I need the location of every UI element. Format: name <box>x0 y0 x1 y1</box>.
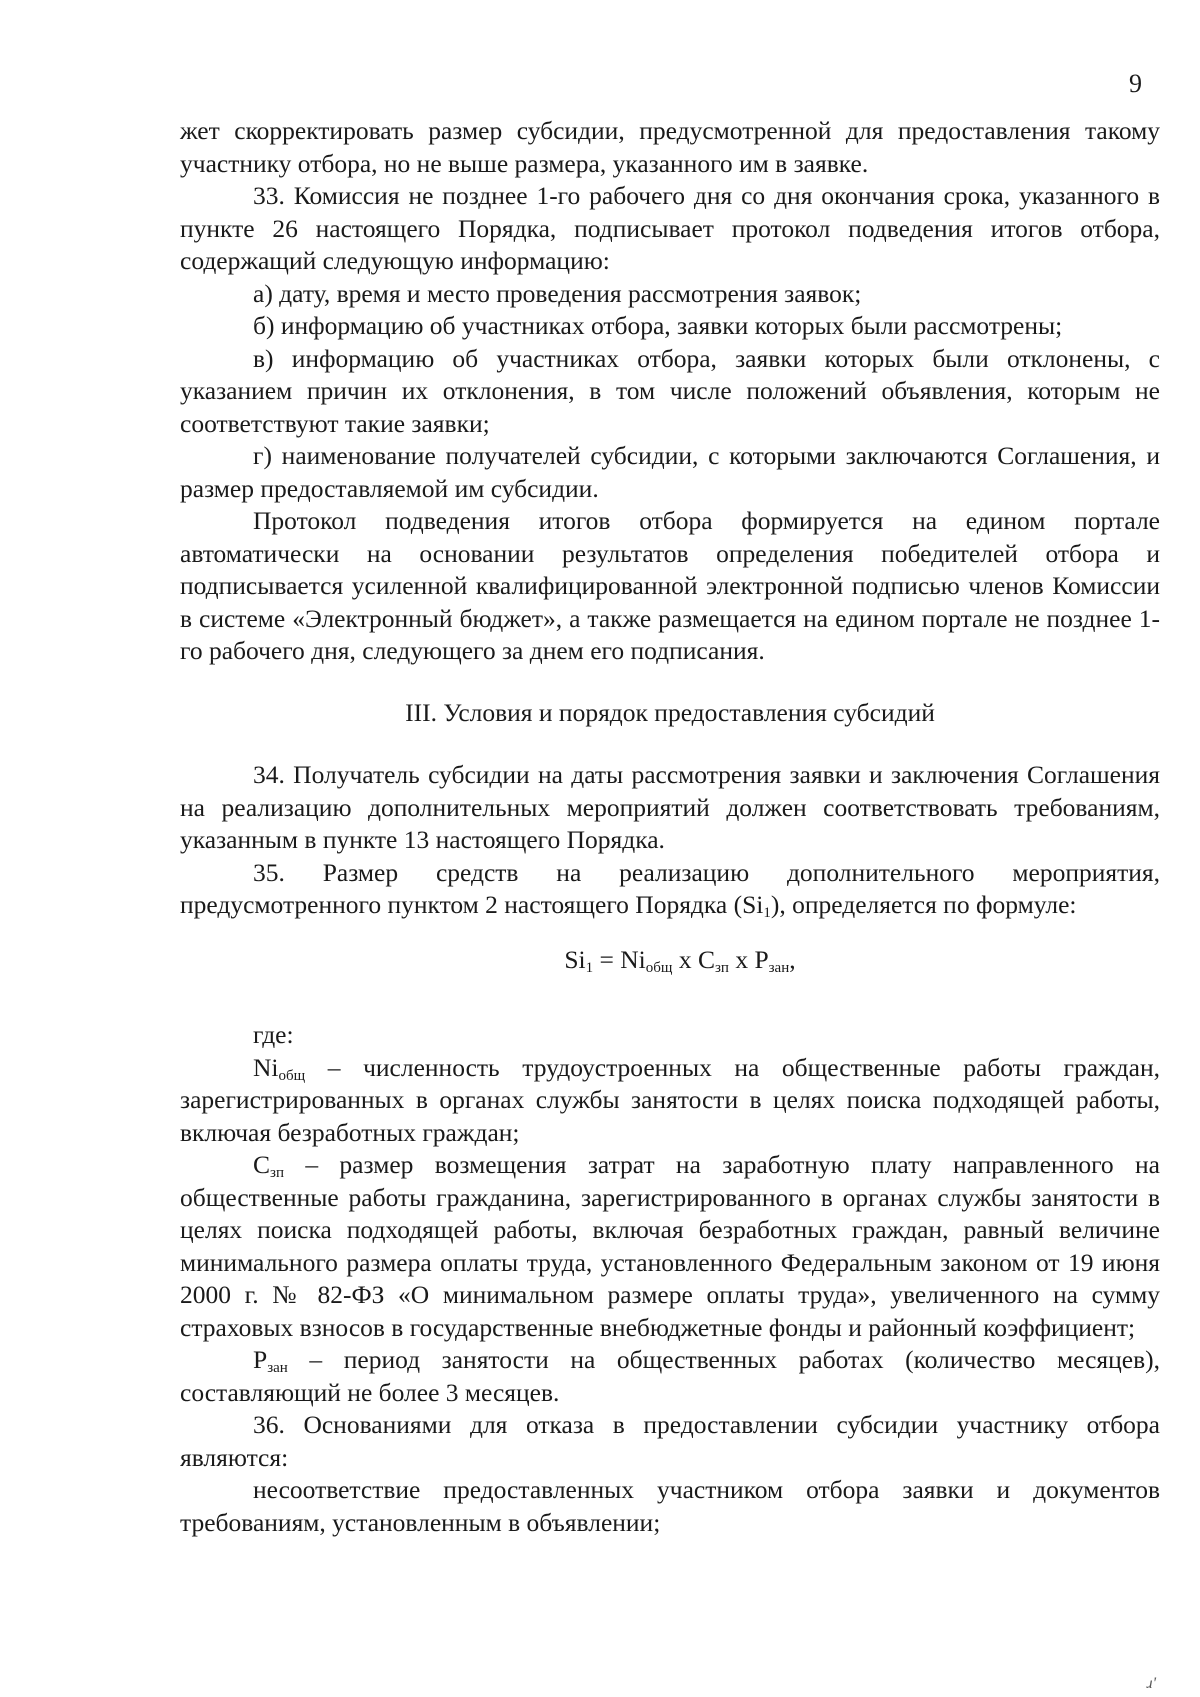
paragraph-refusal-ground: несоответствие предоставленных участником отбора заявки и документов требованиям, установленным в объявлении; <box>180 1475 1160 1537</box>
definition-ni <box>180 1052 1160 1150</box>
list-item-v: в) информацию об участниках отбора, заявки которых были отклонены, с указанием причин их отклонения, в том числе положений объявления, которым не соответствуют такие заявки; <box>180 343 1160 438</box>
definition-c-text: – размер возмещения затрат на заработную плату направленного на общественные работы гражданина, зарегистрированного в органах службы занятости в целях поиска подходящей работы, включая безработных граждан, равный величине минимального размера оплаты труда, установленного Федеральным законом от 19 июня 2000 г. № 82-ФЗ «О минимальном размере оплаты труда», увеличенного на сумму страховых взносов в государственные внебюджетные фонды и районный коэффициент; <box>180 1150 1160 1342</box>
definition-p <box>180 1344 1160 1409</box>
formula <box>180 944 1160 977</box>
document-body <box>180 115 1160 1539</box>
paragraph-protocol: Протокол подведения итогов отбора формируется на едином портале автоматически на основании результатов определения победителей отбора и подписывается усиленной квалифицированной электронной подписью членов Комиссии в системе «Электронный бюджет», а также размещается на едином портале не позднее 1-го рабочего дня, следующего за днем его подписания. <box>180 506 1160 665</box>
paragraph-34: 34. Получатель субсидии на даты рассмотрения заявки и заключения Соглашения на реализацию дополнительных мероприятий должен соответствовать требованиям, указанным в пункте 13 настоящего Порядка. <box>180 760 1160 854</box>
page-number: 9 <box>1129 69 1142 98</box>
paragraph-36: 36. Основаниями для отказа в предоставлении субсидии участнику отбора являются: <box>180 1410 1160 1472</box>
paragraph-35-subscript: 1 <box>763 905 771 921</box>
definition-ni-text: – численность трудоустроенных на общественные работы граждан, зарегистрированных в органах службы занятости в целях поиска подходящей работы, включая безработных граждан; <box>180 1052 1160 1147</box>
formula-p: х Р <box>728 944 769 974</box>
section-heading: III. Условия и порядок предоставления субсидий <box>405 697 935 727</box>
definition-c-subscript: зп <box>270 1165 284 1181</box>
definition-p-text: – период занятости на общественных работах (количество месяцев), составляющий не более 3 месяцев. <box>180 1345 1160 1407</box>
formula-end: , <box>789 944 796 974</box>
paragraph-continuation: жет скорректировать размер субсидии, предусмотренной для предоставления такому участнику отбора, но не выше размера, указанного им в заявке. <box>180 116 1160 178</box>
definition-ni-subscript: общ <box>278 1067 306 1084</box>
formula-ni: = Ni <box>593 944 646 974</box>
definition-c <box>180 1149 1160 1344</box>
formula-si-subscript: 1 <box>585 959 594 976</box>
formula-c-subscript: зп <box>714 959 729 976</box>
paragraph-35-text: 35. Размер средств на реализацию дополнительного мероприятия, предусмотренного пунктом 2 настоящего Порядка (Si <box>180 857 1160 919</box>
formula-p-subscript: зан <box>768 959 790 976</box>
list-item-g: г) наименование получателей субсидии, с которыми заключаются Соглашения, и размер предоставляемой им субсидии. <box>180 441 1160 503</box>
definition-p-symbol: Р <box>253 1345 268 1374</box>
formula-c: х С <box>672 944 715 974</box>
paragraph-33: 33. Комиссия не позднее 1-го рабочего дня со дня окончания срока, указанного в пункте 26 настоящего Порядка, подписывает протокол подведения итогов отбора, содержащий следующую информацию: <box>180 181 1160 275</box>
formula-ni-subscript: общ <box>645 959 673 976</box>
list-item-a: а) дату, время и место проведения рассмотрения заявок; <box>253 278 862 308</box>
formula-si: Si <box>564 944 586 974</box>
where-label: где: <box>253 1020 294 1049</box>
definition-ni-symbol: Ni <box>253 1052 279 1082</box>
paragraph-35-text-end: ), определяется по формуле: <box>770 890 1077 919</box>
paragraph-35 <box>180 857 1160 922</box>
definition-p-subscript: зан <box>267 1360 288 1376</box>
list-item-b: б) информацию об участниках отбора, заявки которых были рассмотрены; <box>253 311 1063 340</box>
definition-c-symbol: С <box>253 1150 271 1179</box>
corner-handwritten-mark: ɹ' <box>1146 1675 1156 1692</box>
